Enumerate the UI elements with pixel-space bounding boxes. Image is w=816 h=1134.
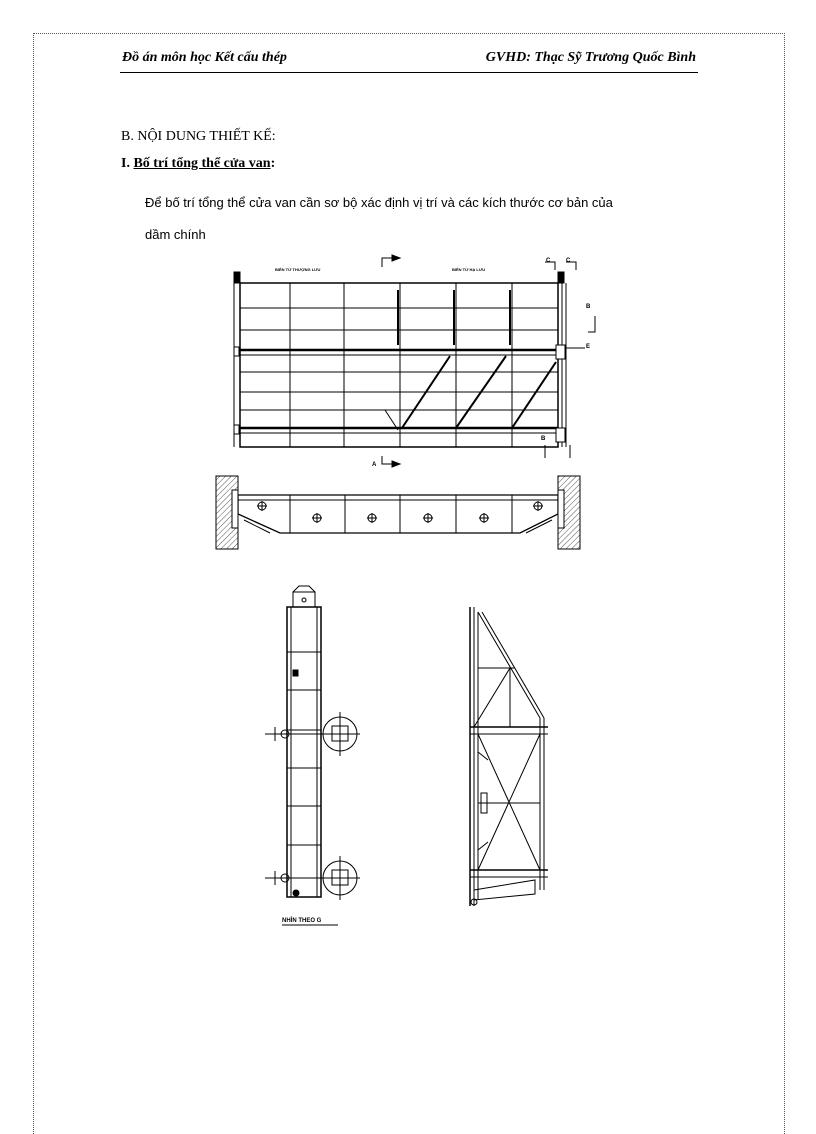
gate-plan-view: [216, 476, 580, 549]
section-mark-c2: C: [566, 258, 571, 264]
header-course-title: Đồ án môn học Kết cấu thép: [122, 50, 287, 65]
label-view-g: NHÌN THEO G: [282, 918, 322, 924]
paragraph-line-2: dầm chính: [145, 227, 206, 242]
gate-cross-section: [470, 607, 548, 906]
section-mark-e: E: [586, 344, 591, 350]
gate-side-view-g: [265, 586, 360, 925]
subsection-colon: :: [270, 156, 276, 171]
label-upstream-side: BIÊN TỪ THƯỢNG LƯU: [275, 267, 321, 272]
section-mark-a: A: [372, 462, 377, 468]
section-mark-b1: B: [586, 304, 591, 310]
subsection-number: I.: [121, 156, 134, 171]
section-title: B. NỘI DUNG THIẾT KẾ:: [121, 129, 276, 144]
paragraph-line-1: Để bố trí tổng thể cửa van cần sơ bộ xác định vị trí và các kích thước cơ bản của: [145, 195, 613, 210]
subsection-title: Bố trí tổng thể cửa van: [133, 156, 271, 171]
section-mark-c1: C: [546, 258, 551, 264]
header-instructor: GVHD: Thạc Sỹ Trương Quốc Bình: [485, 50, 696, 65]
section-mark-b2: B: [541, 436, 546, 442]
label-downstream-side: BIÊN TỪ HẠ LƯU: [452, 267, 486, 272]
